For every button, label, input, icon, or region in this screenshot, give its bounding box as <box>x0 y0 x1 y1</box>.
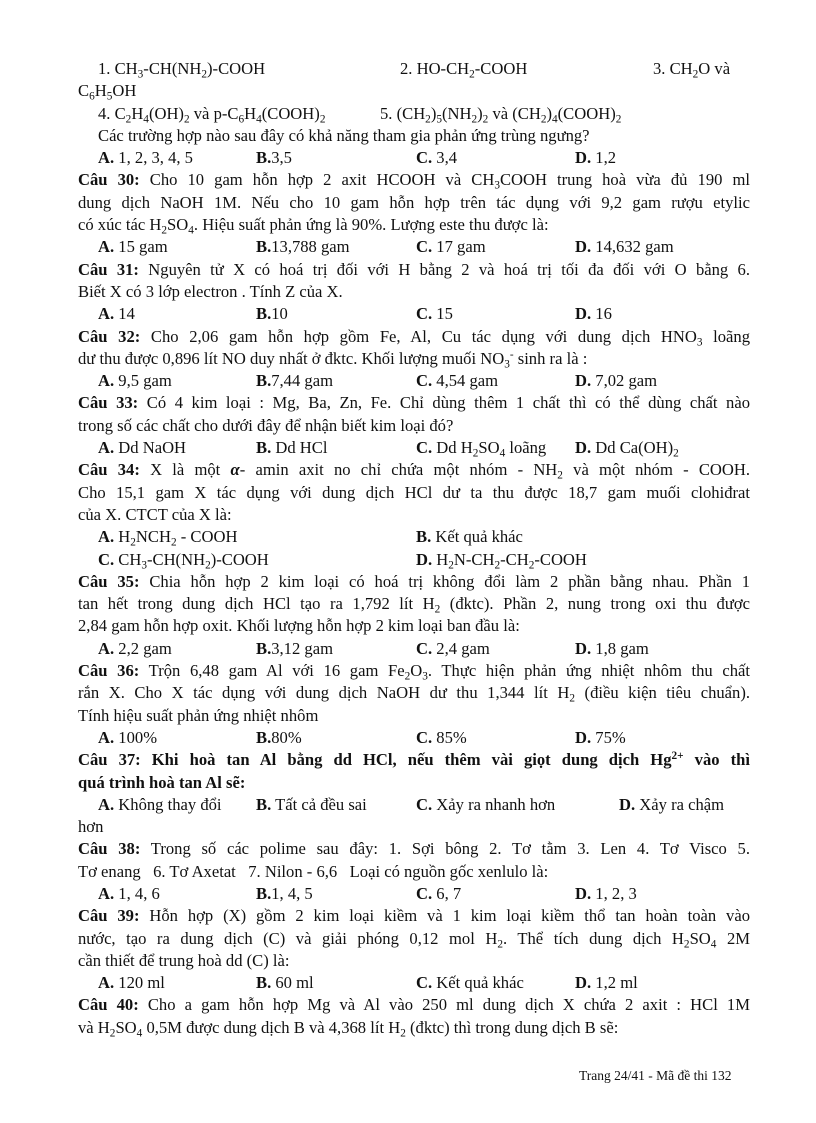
q29-items-line-2: $C_6H_5OH$ <box>78 81 137 103</box>
answer-a[interactable]: A. 1, 4, 6 <box>98 883 160 903</box>
answer-d[interactable]: D. 14,632 gam <box>575 237 674 257</box>
q35-text-line-3: 2,84 gam hỗn hợp oxit. Khối lượng hỗn hợp 2 kim loại ban đầu là: <box>78 616 520 636</box>
answer-b[interactable]: B. Tất cả đều sai <box>256 794 367 814</box>
q29-item-3: 3. $CH_2O$ và <box>653 59 731 81</box>
q29-item-1: 1. $CH_3-CH(NH_2)$-COOH <box>98 59 266 81</box>
q30-text-line-1: Câu 30: Cho 10 gam hỗn hợp 2 axit HCOOH và $CH_3COOH$ trung hoà vừa đủ 190 ml <box>78 170 750 192</box>
q33-text-line-2: trong số các chất cho dưới đây để nhận biết kim loại đó? <box>78 415 454 435</box>
answer-b[interactable]: B. Dd HCl <box>256 438 328 458</box>
answer-b[interactable]: B.80% <box>256 727 302 747</box>
answer-a[interactable]: A. Không thay đổi <box>98 794 222 814</box>
answer-c[interactable]: C. 2,4 gam <box>416 638 490 658</box>
answer-a[interactable]: A. Dd NaOH <box>98 438 187 458</box>
answer-a[interactable]: A. 1, 2, 3, 4, 5 <box>98 148 193 168</box>
answer-d[interactable]: D. Xảy ra chậm <box>619 794 725 814</box>
q31-text-line-2: Biết X có 3 lớp electron . Tính Z của X. <box>78 281 343 301</box>
q30-text-line-3: có xúc tác $H_2SO_4$. Hiệu suất phản ứng là 90%. Lượng este thu được là: <box>78 215 549 237</box>
answer-b[interactable]: B.10 <box>256 304 288 324</box>
answer-a[interactable]: A. 9,5 gam <box>98 371 172 391</box>
q39-text-line-1: Câu 39: Hỗn hợp (X) gồm 2 kim loại kiềm và 1 kim loại kiềm thổ tan hoàn toàn vào <box>78 906 750 926</box>
answer-d[interactable]: D. 16 <box>575 304 612 324</box>
answer-b[interactable]: B.1, 4, 5 <box>256 883 313 903</box>
q36-answers <box>78 727 750 749</box>
q38-text-line-2: Tơ enang 6. Tơ Axetat 7. Nilon - 6,6 Loại có nguồn gốc xenlulo là: <box>78 861 549 881</box>
q36-text-line-3: Tính hiệu suất phản ứng nhiệt nhôm <box>78 705 319 725</box>
q30-answers <box>78 236 750 258</box>
answer-a[interactable]: A. 2,2 gam <box>98 638 172 658</box>
q34-text-line-1: Câu 34: X là một α- amin axit no chỉ chứa một nhóm - $NH_2$ và một nhóm - COOH. <box>78 460 751 482</box>
q31-answers <box>78 303 750 325</box>
q38-text-line-1: Câu 38: Trong số các polime sau đây: 1. Sợi bông 2. Tơ tằm 3. Len 4. Tơ Visco 5. <box>78 839 750 859</box>
answer-a[interactable]: A. 14 <box>98 304 135 324</box>
q40-text-line-1: Câu 40: Cho a gam hỗn hợp Mg và Al vào 250 ml dung dịch X chứa 2 axit : HCl 1M <box>78 995 750 1015</box>
page-footer: Trang 24/41 - Mã đề thi 132 <box>579 1068 732 1083</box>
answer-b[interactable]: B.3,12 gam <box>256 638 333 658</box>
q36-text-line-2: rắn X. Cho X tác dụng với dung dịch NaOH dư thu 1,344 lít $H_2$ (điều kiện tiêu chuẩn). <box>78 683 750 705</box>
q34-text-line-2: Cho 15,1 gam X tác dụng với dung dịch HCl dư ta thu được 18,7 gam muối clohiđrat <box>78 482 750 502</box>
answer-d[interactable]: D. 75% <box>575 727 626 747</box>
q32-text-line-2: dư thu được 0,896 lít NO duy nhất ở đktc. Khối lượng muối $NO_3^-$ sinh ra là : <box>78 348 588 371</box>
q32-text-line-1: Câu 32: Cho 2,06 gam hỗn hợp gồm Fe, Al, Cu tác dụng với dung dịch $HNO_3$ loãng <box>78 326 751 348</box>
answer-d[interactable]: D. 7,02 gam <box>575 371 658 391</box>
q37-answer-d-wrap: hơn <box>78 817 104 837</box>
answer-c[interactable]: C. 6, 7 <box>416 883 462 903</box>
answer-c[interactable]: C. Xảy ra nhanh hơn <box>416 794 556 814</box>
q39-text-line-3: cần thiết để trung hoà dd (C) là: <box>78 950 290 970</box>
q29-items-line-3 <box>78 103 750 125</box>
answer-d[interactable]: D. 1,2 <box>575 148 617 168</box>
answer-d[interactable]: D. 1,2 ml <box>575 973 638 993</box>
q34-answers-row-1 <box>78 526 750 548</box>
answer-b[interactable]: B.13,788 gam <box>256 237 350 257</box>
q30-text-line-2: dung dịch NaOH 1M. Nếu cho 10 gam hỗn hợp trên tác dụng với 9,2 gam rượu etylic <box>78 192 750 212</box>
answer-c[interactable]: C. 85% <box>416 727 467 747</box>
answer-c[interactable]: C. Dd $H_2SO_4$ loãng <box>416 438 547 460</box>
answer-c[interactable]: C. $CH_3-CH(NH_2)$-COOH <box>98 549 269 571</box>
answer-d[interactable]: D. 1, 2, 3 <box>575 883 637 903</box>
q40-text-line-2: và $H_2SO_4$ 0,5M được dung dịch B và 4,368 lít $H_2$ (đktc) thì trong dung dịch B sẽ: <box>78 1017 619 1040</box>
answer-b[interactable]: B.3,5 <box>256 148 292 168</box>
answer-d[interactable]: D. 1,8 gam <box>575 638 649 658</box>
answer-c[interactable]: C. 4,54 gam <box>416 371 499 391</box>
q35-answers <box>78 638 750 660</box>
q29-question: Các trường hợp nào sau đây có khả năng tham gia phản ứng trùng ngưng? <box>98 125 590 145</box>
answer-c[interactable]: C. 17 gam <box>416 237 486 257</box>
answer-a[interactable]: A. 100% <box>98 727 158 747</box>
answer-d[interactable]: D. $H_2N-CH_2-CH_2$-COOH <box>416 549 587 571</box>
answer-a[interactable]: A. $H_2NCH_2$ - COOH <box>98 527 238 549</box>
answer-b[interactable]: B. 60 ml <box>256 973 314 993</box>
q29-item-5: 5. $(CH_2)_5(NH_2)_2$ và $(CH_2)_4(COOH)_2$ <box>380 103 622 125</box>
q39-text-line-2: nước, tạo ra dung dịch (C) và giải phóng 0,12 mol $H_2$. Thể tích dung dịch $H_2SO_4$ 2M <box>78 928 751 950</box>
answer-c[interactable]: C. 3,4 <box>416 148 458 168</box>
q39-answers <box>78 972 750 994</box>
answer-c[interactable]: C. 15 <box>416 304 453 324</box>
q29-items-line-1 <box>78 58 750 80</box>
q29-item-2: 2. $HO-CH_2$-COOH <box>400 59 528 81</box>
q37-answers <box>78 794 750 816</box>
answer-a[interactable]: A. 120 ml <box>98 973 165 993</box>
q36-text-line-1: Câu 36: Trộn 6,48 gam Al với 16 gam $Fe_2O_3$. Thực hiện phản ứng nhiệt nhôm thu chất <box>78 661 751 683</box>
q38-answers <box>78 883 750 905</box>
answer-b[interactable]: B. Kết quả khác <box>416 527 523 547</box>
exam-page <box>78 58 750 1039</box>
q35-text-line-2: tan hết trong dung dịch HCl tạo ra 1,792 lít $H_2$ (đktc). Phần 2, nung trong oxi thu được <box>78 594 750 616</box>
q34-text-line-3: của X. CTCT của X là: <box>78 504 232 524</box>
q29-item-4: 4. $C_2H_4(OH)_2$ và $p-C_6H_4(COOH)_2$ <box>98 103 326 125</box>
q31-text-line-1: Câu 31: Nguyên tử X có hoá trị đối với H bằng 2 và hoá trị tối đa đối với O bằng 6. <box>78 259 750 279</box>
q34-answers-row-2 <box>78 549 750 571</box>
q33-text-line-1: Câu 33: Có 4 kim loại : Mg, Ba, Zn, Fe. Chỉ dùng thêm 1 chất thì có thể dùng chất nào <box>78 393 751 413</box>
q33-answers <box>78 437 750 459</box>
answer-d[interactable]: D. Dd $Ca(OH)_2$ <box>575 438 679 460</box>
q37-text-line-1: Câu 37: Khi hoà tan Al bằng dd HCl, nếu thêm vài giọt dung dịch $Hg^{2+}$ vào thì <box>78 750 750 770</box>
answer-a[interactable]: A. 15 gam <box>98 237 168 257</box>
answer-c[interactable]: C. Kết quả khác <box>416 973 524 993</box>
q32-answers <box>78 370 750 392</box>
answer-b[interactable]: B.7,44 gam <box>256 371 333 391</box>
q29-answers <box>78 147 750 169</box>
q37-text-line-2: quá trình hoà tan Al sẽ: <box>78 772 246 792</box>
q35-text-line-1: Câu 35: Chia hỗn hợp 2 kim loại có hoá trị không đổi làm 2 phần bằng nhau. Phần 1 <box>78 571 750 591</box>
